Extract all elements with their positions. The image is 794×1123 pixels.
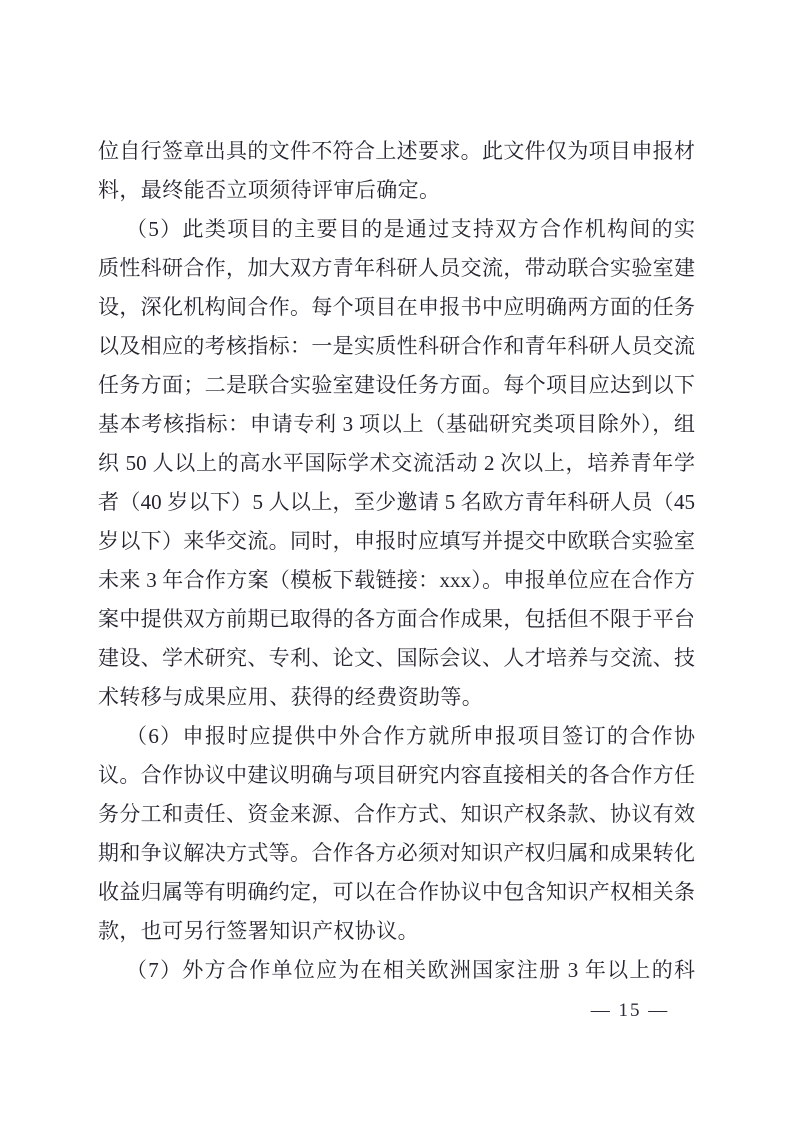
text-line: 任务方面；二是联合实验室建设任务方面。每个项目应达到以下 <box>98 373 695 397</box>
text-line: 建设、学术研究、专利、论文、国际会议、人才培养与交流、技 <box>98 646 695 670</box>
text-line: （5）此类项目的主要目的是通过支持双方合作机构间的实 <box>126 217 695 241</box>
text-line: （6）申报时应提供中外合作方就所申报项目签订的合作协 <box>126 724 695 748</box>
text-line: 设，深化机构间合作。每个项目在申报书中应明确两方面的任务 <box>98 295 695 319</box>
page-number: — 15 — <box>590 1000 670 1021</box>
text-line: 岁以下）来华交流。同时，申报时应填写并提交中欧联合实验室 <box>98 529 695 553</box>
text-line: 以及相应的考核指标：一是实质性科研合作和青年科研人员交流 <box>98 334 695 358</box>
text-line: 者（40 岁以下）5 人以上，至少邀请 5 名欧方青年科研人员（45 <box>98 490 695 514</box>
text-line: 未来 3 年合作方案（模板下载链接：xxx）。申报单位应在合作方 <box>98 568 695 592</box>
text-line: 术转移与成果应用、获得的经费资助等。 <box>98 685 484 709</box>
text-line: 料，最终能否立项须待评审后确定。 <box>98 178 441 202</box>
document-body <box>98 132 695 990</box>
text-line: 质性科研合作，加大双方青年科研人员交流，带动联合实验室建 <box>98 256 695 280</box>
text-line: 款，也可另行签署知识产权协议。 <box>98 919 419 943</box>
text-line: 位自行签章出具的文件不符合上述要求。此文件仅为项目申报材 <box>98 139 695 163</box>
text-line: （7）外方合作单位应为在相关欧洲国家注册 3 年以上的科 <box>126 958 695 982</box>
text-line: 议。合作协议中建议明确与项目研究内容直接相关的各合作方任 <box>98 763 695 787</box>
text-line: 基本考核指标：申请专利 3 项以上（基础研究类项目除外），组 <box>98 412 695 436</box>
text-line: 收益归属等有明确约定，可以在合作协议中包含知识产权相关条 <box>98 880 695 904</box>
text-line: 织 50 人以上的高水平国际学术交流活动 2 次以上，培养青年学 <box>98 451 695 475</box>
text-line: 案中提供双方前期已取得的各方面合作成果，包括但不限于平台 <box>98 607 695 631</box>
text-line: 务分工和责任、资金来源、合作方式、知识产权条款、协议有效 <box>98 802 695 826</box>
text-line: 期和争议解决方式等。合作各方必须对知识产权归属和成果转化 <box>98 841 695 865</box>
